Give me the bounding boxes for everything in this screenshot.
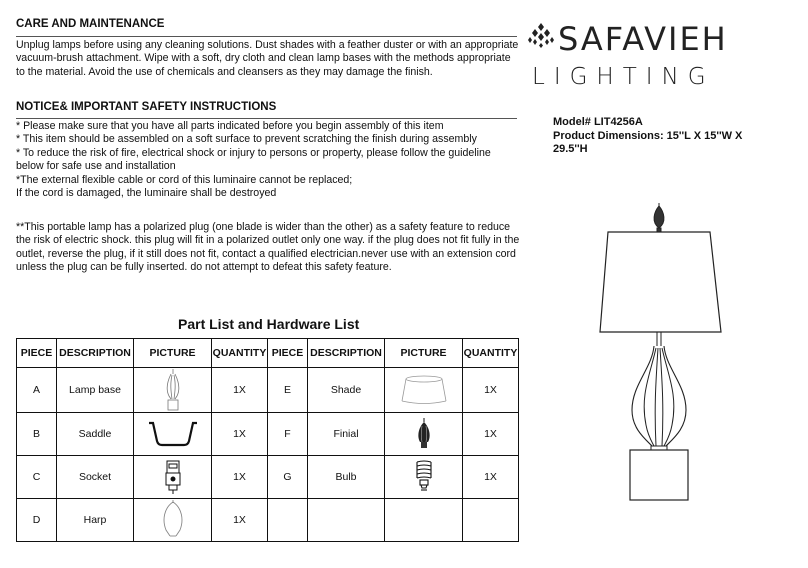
header-description: DESCRIPTION: [57, 339, 134, 368]
logo-sub: LIGHTING: [532, 64, 715, 90]
lamp-base-icon: [163, 368, 183, 412]
header-quantity: QUANTITY: [463, 339, 519, 368]
table-row: [17, 456, 519, 499]
model-number: Model# LIT4256A: [553, 116, 643, 128]
quantity-cell: 1X: [212, 499, 268, 542]
picture-cell: [134, 499, 212, 542]
quantity-cell: 1X: [212, 368, 268, 413]
quantity-cell: 1X: [463, 456, 519, 499]
safavieh-logo: [528, 22, 798, 92]
header-quantity: QUANTITY: [212, 339, 268, 368]
care-line: vacuum-brush attachment. Wipe with a soft, dry cloth and clean lamp bases with the methods appropriate: [16, 52, 511, 65]
picture-cell: [385, 499, 463, 542]
description-cell: Shade: [308, 368, 385, 413]
logo-mark-icon: [528, 22, 554, 48]
header-picture: PICTURE: [134, 339, 212, 368]
description-cell: Bulb: [308, 456, 385, 499]
piece-cell: C: [17, 456, 57, 499]
finial-icon: [414, 417, 434, 451]
notice-line: below for safe use and installation: [16, 160, 176, 173]
plug-line: outlet, reverse the plug, if it still does not fit, contact a qualified electrician.never use with an extension cord: [16, 247, 516, 260]
product-info: [553, 116, 742, 157]
lamp-illustration: [596, 200, 726, 540]
notice-line: If the cord is damaged, the luminaire shall be destroyed: [16, 187, 277, 200]
header-piece: PIECE: [268, 339, 308, 368]
picture-cell: [134, 413, 212, 456]
piece-cell: B: [17, 413, 57, 456]
table-header-row: [17, 339, 519, 368]
parts-table: [16, 338, 519, 542]
plug-line: the risk of electric shock. this plug will fit in a polarized outlet only one way. if the plug does not fit fully in the: [16, 234, 520, 247]
description-cell: Socket: [57, 456, 134, 499]
harp-icon: [158, 500, 188, 540]
quantity-cell: 1X: [212, 456, 268, 499]
description-cell: Harp: [57, 499, 134, 542]
divider: [16, 36, 517, 37]
piece-cell: [268, 499, 308, 542]
header-description: DESCRIPTION: [308, 339, 385, 368]
notice-text: [16, 120, 526, 200]
notice-line: * Please make sure that you have all parts indicated before you begin assembly of this item: [16, 120, 444, 132]
quantity-cell: 1X: [212, 413, 268, 456]
quantity-cell: [463, 499, 519, 542]
header-picture: PICTURE: [385, 339, 463, 368]
description-cell: Saddle: [57, 413, 134, 456]
description-cell: Finial: [308, 413, 385, 456]
picture-cell: [385, 368, 463, 413]
table-row: [17, 499, 519, 542]
plug-line: **This portable lamp has a polarized plug (one blade is wider than the other) as a safety feature to reduce: [16, 221, 511, 233]
piece-cell: F: [268, 413, 308, 456]
care-text: [16, 39, 526, 79]
table-row: [17, 368, 519, 413]
notice-line: *The external flexible cable or cord of this luminaire cannot be replaced;: [16, 173, 353, 186]
logo-brand: SAFAVIEH: [558, 20, 728, 58]
picture-cell: [385, 456, 463, 499]
quantity-cell: 1X: [463, 368, 519, 413]
piece-cell: D: [17, 499, 57, 542]
description-cell: Lamp base: [57, 368, 134, 413]
picture-cell: [134, 456, 212, 499]
table-row: [17, 413, 519, 456]
care-heading: CARE AND MAINTENANCE: [16, 18, 165, 30]
picture-cell: [385, 413, 463, 456]
care-line: Unplug lamps before using any cleaning solutions. Dust shades with a feather duster or with an appropriate: [16, 39, 519, 51]
saddle-icon: [145, 419, 201, 449]
socket-icon: [163, 459, 183, 495]
shade-icon: [399, 374, 449, 406]
quantity-cell: 1X: [463, 413, 519, 456]
notice-line: * This item should be assembled on a soft surface to prevent scratching the finish during assembly: [16, 133, 477, 146]
piece-cell: G: [268, 456, 308, 499]
bulb-icon: [412, 459, 436, 495]
picture-cell: [134, 368, 212, 413]
header-piece: PIECE: [17, 339, 57, 368]
dimensions-line1: Product Dimensions: 15''L X 15''W X: [553, 129, 743, 142]
piece-cell: E: [268, 368, 308, 413]
notice-heading: NOTICE& IMPORTANT SAFETY INSTRUCTIONS: [16, 101, 277, 113]
dimensions-line2: 29.5''H: [553, 143, 588, 155]
plug-line: unless the plug can be fully inserted. do not attempt to defeat this safety feature.: [16, 261, 392, 274]
care-line: to the material. Avoid the use of chemicals and cleansers as they may damage the finish.: [16, 65, 433, 78]
notice-line: * To reduce the risk of fire, electrical shock or injury to persons or property, please follow the guideline: [16, 146, 491, 159]
divider: [16, 118, 517, 119]
plug-text: [16, 221, 526, 275]
parts-title: Part List and Hardware List: [178, 316, 360, 332]
description-cell: [308, 499, 385, 542]
piece-cell: A: [17, 368, 57, 413]
